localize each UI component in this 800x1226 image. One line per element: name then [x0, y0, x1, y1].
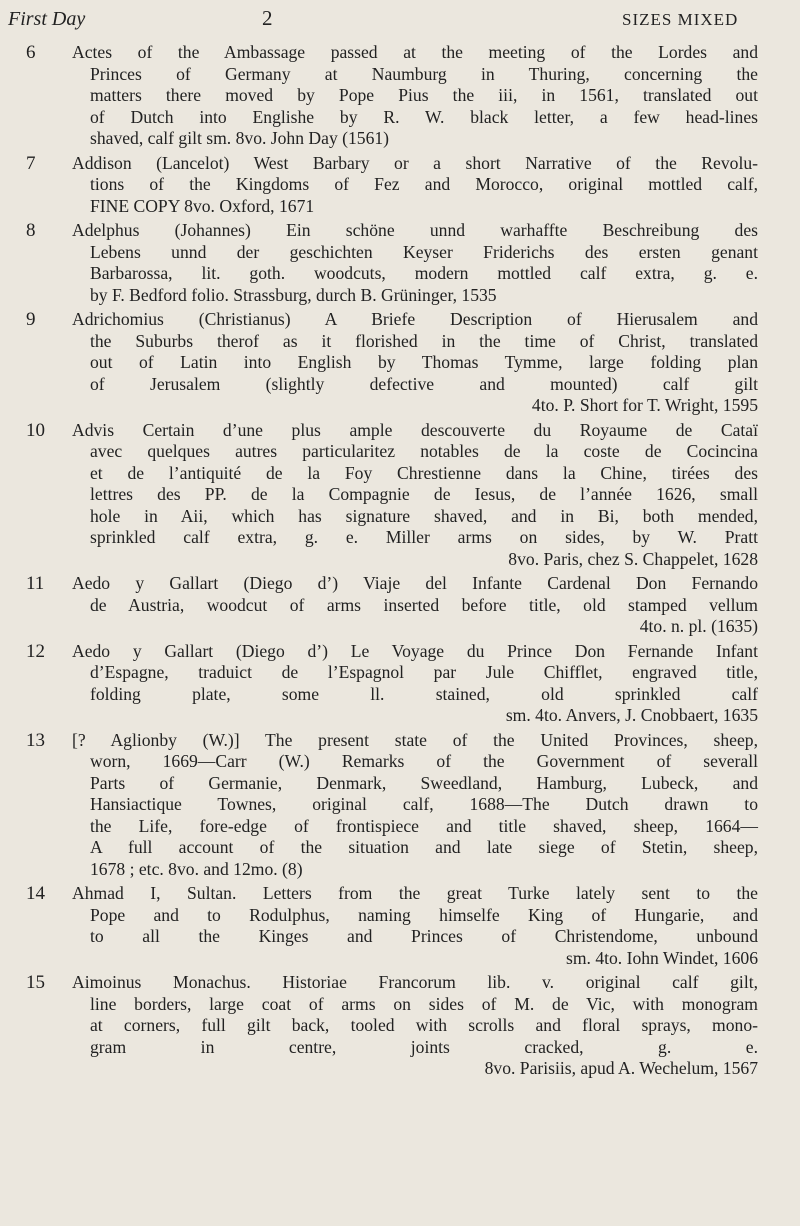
lot-entry [0, 420, 800, 571]
description-line: sm. 4to. Iohn Windet, 1606 [565, 947, 758, 968]
description-line: [? Aglionby (W.)] The present state of the United Provinces, sheep, [72, 729, 758, 750]
description-line: Princes of Germany at Naumburg in Thuring, concerning the [90, 63, 758, 84]
description-line: Actes of the Ambassage passed at the meeting of the Lordes and [72, 42, 758, 62]
description-line: Addison (Lancelot) West Barbary or a short Narrative of the Revolu- [72, 152, 758, 173]
lot-number: 14 [26, 883, 45, 904]
description-line: line borders, large coat of arms on sides of M. de Vic, with monogram [90, 993, 758, 1014]
lot-entry [0, 883, 800, 969]
description-line: of Dutch into Englishe by R. W. black letter, a few head-lines [90, 106, 758, 127]
header-day: First Day [8, 8, 86, 30]
lot-number: 12 [26, 640, 45, 662]
lot-description [72, 42, 758, 150]
lot-description [72, 730, 758, 881]
description-line: de Austria, woodcut of arms inserted before title, old stamped vellum [90, 594, 758, 615]
description-line: lettres des PP. de la Compagnie de Iesus, de l’année 1626, small [90, 484, 758, 504]
page-number: 2 [262, 6, 273, 30]
description-line: Ahmad I, Sultan. Letters from the great Turke lately sent to the [72, 883, 758, 903]
lot-description [72, 220, 758, 306]
description-line: Parts of Germanie, Denmark, Sweedland, Hamburg, Lubeck, and [90, 772, 758, 793]
description-line: Barbarossa, lit. goth. woodcuts, modern mottled calf extra, g. e. [90, 263, 758, 283]
description-line: the Suburbs therof as it florished in the time of Christ, translated [90, 330, 758, 351]
lot-entry [0, 42, 800, 150]
description-line: sm. 4to. Anvers, J. Cnobbaert, 1635 [505, 705, 758, 725]
description-line: worn, 1669—Carr (W.) Remarks of the Government of severall [90, 751, 758, 771]
description-line: Aedo y Gallart (Diego d’) Viaje del Infante Cardenal Don Fernando [72, 573, 758, 593]
lot-entry [0, 309, 800, 417]
description-line: 4to. n. pl. (1635) [639, 616, 758, 636]
lot-entry [0, 153, 800, 218]
description-line: Adelphus (Johannes) Ein schöne unnd warhaffte Beschreibung des [72, 220, 758, 240]
description-line: d’Espagne, traduict de l’Espagnol par Jule Chifflet, engraved title, [90, 662, 758, 682]
header-section: SIZES MIXED [622, 10, 739, 29]
lot-description [72, 153, 758, 218]
lot-description [72, 883, 758, 969]
description-line: Hansiactique Townes, original calf, 1688—The Dutch drawn to [90, 794, 758, 814]
lot-number: 6 [26, 42, 36, 63]
lot-number: 15 [26, 972, 45, 993]
description-line: 1678 ; etc. 8vo. and 12mo. (8) [90, 858, 303, 879]
lot-entry [0, 972, 800, 1080]
description-line: Aedo y Gallart (Diego d’) Le Voyage du Prince Don Fernande Infant [72, 640, 758, 661]
description-line: 8vo. Paris, chez S. Chappelet, 1628 [508, 548, 758, 569]
description-line: folding plate, some ll. stained, old sprinkled calf [90, 683, 758, 704]
description-line: gram in centre, joints cracked, g. e. [90, 1036, 758, 1057]
description-line: Aimoinus Monachus. Historiae Francorum lib. v. original calf gilt, [72, 972, 758, 992]
page-header [0, 6, 800, 36]
lot-entry [0, 641, 800, 727]
description-line: Pope and to Rodulphus, naming himselfe King of Hungarie, and [90, 904, 758, 925]
description-line: Adrichomius (Christianus) A Briefe Description of Hierusalem and [72, 309, 758, 329]
lot-entry [0, 573, 800, 638]
lot-description [72, 641, 758, 727]
lot-number: 13 [26, 729, 45, 751]
description-line: matters there moved by Pope Pius the iii, in 1561, translated out [90, 85, 758, 105]
description-line: by F. Bedford folio. Strassburg, durch B. Grüninger, 1535 [90, 284, 497, 305]
description-line: hole in Aii, which has signature shaved, and in Bi, both mended, [90, 505, 758, 526]
description-line: out of Latin into English by Thomas Tymme, large folding plan [90, 352, 758, 372]
lot-number: 9 [26, 309, 36, 330]
description-line: sprinkled calf extra, g. e. Miller arms on sides, by W. Pratt [90, 527, 758, 547]
description-line: 4to. P. Short for T. Wright, 1595 [531, 395, 758, 415]
lot-description [72, 573, 758, 638]
lot-entry [0, 730, 800, 881]
description-line: 8vo. Parisiis, apud A. Wechelum, 1567 [484, 1058, 758, 1078]
description-line: FINE COPY 8vo. Oxford, 1671 [90, 195, 315, 216]
lot-number: 7 [26, 152, 36, 174]
lot-number: 10 [26, 419, 45, 441]
description-line: tions of the Kingdoms of Fez and Morocco, original mottled calf, [90, 174, 758, 194]
lot-description [72, 309, 758, 417]
lot-entry [0, 220, 800, 306]
description-line: the Life, fore-edge of frontispiece and title shaved, sheep, 1664— [90, 815, 758, 836]
description-line: at corners, full gilt back, tooled with scrolls and floral sprays, mono- [90, 1015, 758, 1035]
description-line: of Jerusalem (slightly defective and mounted) calf gilt [90, 373, 758, 394]
description-line: et de l’antiquité de la Foy Chrestienne dans la Chine, tirées des [90, 462, 758, 483]
lot-number: 11 [26, 573, 45, 594]
description-line: shaved, calf gilt sm. 8vo. John Day (1561) [90, 128, 390, 148]
lot-description [72, 420, 758, 571]
description-line: A full account of the situation and late siege of Stetin, sheep, [90, 837, 758, 857]
description-line: to all the Kinges and Princes of Christendome, unbound [90, 926, 758, 946]
lot-description [72, 972, 758, 1080]
description-line: Lebens unnd der geschichten Keyser Friderichs des ersten genant [90, 241, 758, 262]
lot-number: 8 [26, 220, 36, 241]
description-line: avec quelques autres particularitez notables de la coste de Cocincina [90, 441, 758, 461]
catalogue-entries [0, 42, 800, 1083]
description-line: Advis Certain d’une plus ample descouverte du Royaume de Cataï [72, 419, 758, 440]
